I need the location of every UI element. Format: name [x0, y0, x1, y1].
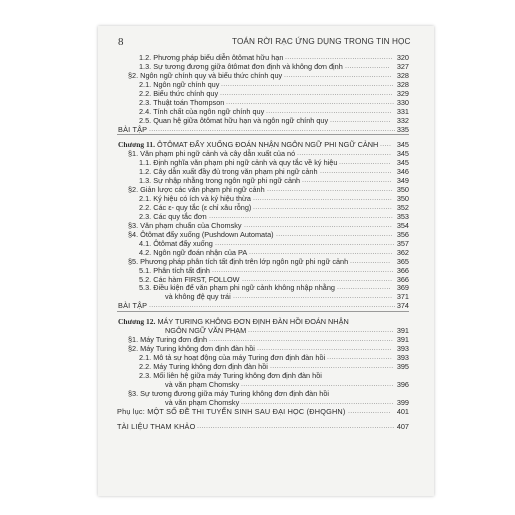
toc-entry — [117, 423, 409, 432]
toc-entry-title: §2. Máy Turing không đơn định đàn hồi — [128, 344, 255, 354]
leader-dots: .................... — [345, 62, 390, 70]
leader-dots: ................................................ — [284, 71, 392, 79]
toc-entry-title: §1. Máy Turing đơn định — [128, 335, 208, 345]
leader-dots: ............................................................................. — [220, 89, 393, 97]
leader-dots: .................................................................................. — [209, 336, 394, 344]
toc-entry-page: 357 — [396, 238, 409, 248]
toc-entry-page: 395 — [396, 361, 409, 371]
toc-entry-page: 320 — [396, 53, 409, 62]
toc-entry-title: 5.2. Các hàm FIRST, FOLLOW — [139, 274, 240, 284]
toc-entry-page: 346 — [396, 167, 409, 177]
toc-entry — [117, 390, 409, 399]
toc-entry-page: 328 — [396, 79, 409, 89]
leader-dots: .................................................................. — [244, 221, 393, 229]
toc-entry-title: 1.1. Định nghĩa văn phạm phi ngữ cảnh và quy tắc về ký hiệu — [139, 158, 338, 168]
toc-entry-page: 366 — [396, 274, 409, 284]
toc-entry-page: 391 — [396, 326, 409, 336]
toc-entry-page: 356 — [396, 229, 409, 239]
leader-dots: ................................................................................ — [215, 239, 395, 247]
toc-entry-page: 349 — [396, 176, 409, 186]
leader-dots: ............................................................ — [257, 345, 392, 353]
leader-dots: .............................................................................................................. — [149, 302, 396, 310]
toc-entry-title: §3. Sự tương đương giữa máy Turing không đơn định đàn hồi — [128, 388, 330, 398]
leader-dots: ................................................................ — [249, 248, 393, 256]
toc-entry-page: 371 — [396, 292, 409, 302]
toc-entry-title: NGÔN NGỮ VĂN PHẠM — [165, 326, 247, 336]
toc-entry-title: 5.1. Phân tích tất định — [139, 265, 210, 275]
toc-entry-title: 2.1. Ký hiệu có ích và ký hiệu thừa — [139, 194, 251, 204]
toc-entry — [117, 372, 409, 381]
toc-entry — [117, 293, 409, 302]
chapter-number: Chương 11. — [118, 140, 155, 150]
toc-entry — [117, 302, 409, 312]
toc-entry-page: 401 — [396, 406, 409, 416]
toc-entry — [117, 126, 409, 136]
toc-entry-page: 365 — [396, 256, 409, 266]
toc-entry-title: và văn phạm Chomsky — [165, 397, 240, 407]
leader-dots: ................................................................... — [242, 275, 393, 283]
toc-entry — [117, 117, 409, 126]
toc-entry-title: và không đệ quy trái — [165, 292, 231, 302]
toc-entry-page: 335 — [396, 124, 409, 134]
toc-entry-page: 393 — [396, 344, 409, 354]
leader-dots: ........................ — [337, 284, 391, 292]
leader-dots: ........................... — [330, 116, 391, 124]
leader-dots: ................................................................................. — [212, 266, 394, 274]
toc-entry-page: 350 — [396, 194, 409, 204]
toc-entry-title: 4.2. Ngôn ngữ đoán nhận của PA — [139, 247, 248, 257]
leader-dots: ........................................................................................ — [197, 422, 395, 430]
toc-entry — [117, 408, 409, 417]
leader-dots: ........................................................ — [266, 107, 392, 115]
leader-dots: .................................................................................. — [209, 212, 394, 220]
page-number: 8 — [118, 36, 124, 48]
leader-dots: ....................................................................... — [233, 293, 393, 301]
leader-dots: ............................................................................. — [221, 80, 394, 88]
toc-entry-title: 2.4. Tính chất của ngôn ngữ chính quy — [139, 106, 265, 116]
toc-entry-page: 352 — [396, 203, 409, 212]
toc-entry-page: 369 — [396, 283, 409, 293]
leader-dots: .............................................................................................................. — [149, 125, 396, 133]
chapter-number: Chương 12. — [118, 317, 156, 327]
toc-entry-title: 2.2. Các ε- quy tắc (ε chỉ xâu rỗng) — [139, 203, 252, 212]
toc-entry-title: 2.5. Quan hệ giữa ôtômat hữu hạn và ngôn ngữ chính quy — [139, 115, 329, 125]
toc-entry-title: 2.2. Máy Turing không đơn định đàn hồi — [139, 361, 268, 371]
table-of-contents — [117, 54, 409, 432]
toc-entry-title: 2.1. Mô tả sự hoạt động của máy Turing đơn định đàn hồi — [139, 353, 326, 362]
toc-entry-title: §5. Phương pháp phân tích tất định trên lớp ngôn ngữ phi ngữ cảnh — [128, 256, 349, 266]
toc-entry-title: 1.3. Sự tương đương giữa ôtômat đơn định và không đơn định — [139, 61, 343, 71]
toc-entry-title: TÀI LIỆU THAM KHẢO — [117, 421, 196, 431]
toc-entry-title: 1.2. Phương pháp biểu diễn ôtômat hữu hạn — [139, 53, 284, 62]
leader-dots: .............................................................. — [253, 195, 393, 203]
leader-dots: .......................................... — [297, 150, 392, 158]
leader-dots: ........................................................ — [267, 186, 393, 194]
toc-entry-page: 391 — [396, 335, 409, 345]
toc-entry-page: 329 — [396, 88, 409, 98]
toc-entry-title: 1.3. Sự nhập nhằng trong ngôn ngữ phi ngữ cảnh — [139, 176, 301, 186]
leader-dots: .................................................................... — [241, 380, 394, 388]
toc-entry-title: 2.3. Các quy tắc đơn — [139, 211, 207, 221]
toc-entry-title: §4. Ôtômat đẩy xuống (Pushdown Automata) — [128, 229, 274, 239]
leader-dots: ........................................................................... — [226, 98, 395, 106]
toc-entry-title: và văn phạm Chomsky — [165, 379, 240, 389]
toc-entry-page: 407 — [396, 421, 409, 431]
toc-entry-page: 393 — [396, 353, 409, 362]
toc-entry — [117, 284, 409, 293]
leader-dots: .................. — [350, 257, 391, 265]
leader-dots: ................................................................. — [248, 327, 394, 335]
toc-entry — [117, 318, 409, 327]
toc-entry-title: 2.3. Mối liên hệ giữa máy Turing không đơn định đàn hồi — [139, 370, 322, 380]
toc-entry-title: BÀI TẬP — [118, 301, 148, 311]
toc-entry-title: 2.2. Biểu thức chính quy — [139, 88, 219, 98]
chapter-title: MÁY TURING KHÔNG ĐƠN ĐỊNH ĐÀN HỒI ĐOÁN NHẬN — [157, 317, 349, 327]
leader-dots: ..... — [380, 141, 392, 149]
toc-entry-page: 350 — [396, 185, 409, 195]
leader-dots: ....................... — [339, 159, 391, 167]
toc-entry-page: 330 — [396, 97, 409, 107]
leader-dots: ............................. — [327, 354, 393, 361]
toc-entry-page: 399 — [396, 397, 409, 407]
toc-entry-page: 345 — [396, 149, 409, 159]
toc-entry-title: 4.1. Ôtômat đẩy xuống — [139, 238, 213, 248]
leader-dots: ................... — [348, 407, 391, 415]
toc-entry-page: 396 — [396, 379, 409, 389]
leader-dots: .................................................................... — [241, 398, 394, 406]
leader-dots: ....................................................... — [270, 362, 394, 370]
toc-entry-page: 327 — [396, 61, 409, 71]
toc-entry-title: §1. Văn phạm phi ngữ cảnh và cây dẫn xuất của nó — [128, 149, 296, 159]
running-header: TOÁN RỜI RẠC ỨNG DỤNG TRONG TIN HỌC — [232, 37, 411, 46]
leader-dots: .................................................... — [276, 230, 393, 238]
toc-entry-title: 2.1. Ngôn ngữ chính quy — [139, 79, 220, 89]
toc-entry-page: 332 — [396, 115, 409, 125]
chapter-title: ÔTÔMAT ĐẨY XUỐNG ĐOÁN NHẬN NGÔN NGỮ PHI NGỮ CẢNH — [157, 140, 379, 150]
toc-entry-title: Phụ lục: MỘT SỐ ĐỀ THI TUYỂN SINH SAU ĐẠI HỌC (ĐHQGHN) — [117, 406, 346, 416]
toc-entry-title: §3. Văn phạm chuẩn của Chomsky — [128, 220, 242, 230]
toc-entry-page: 345 — [396, 140, 409, 150]
toc-entry-title: §2. Ngôn ngữ chính quy và biểu thức chính quy — [128, 70, 283, 80]
toc-entry-page: 374 — [396, 301, 409, 311]
leader-dots: ................................................ — [285, 54, 393, 61]
toc-entry-page: 331 — [396, 106, 409, 116]
toc-entry-title: 5.3. Điều kiện để văn phạm phi ngữ cảnh không nhập nhằng — [139, 283, 335, 293]
toc-entry-page: 366 — [396, 265, 409, 275]
toc-entry-page: 362 — [396, 247, 409, 257]
toc-entry-title: §2. Giản lược các văn phạm phi ngữ cảnh — [128, 185, 265, 195]
toc-entry-title: 1.2. Cây dẫn xuất đầy đủ trong văn phạm phi ngữ cảnh — [139, 167, 318, 177]
toc-entry-page: 354 — [396, 220, 409, 230]
leader-dots: ................................ — [320, 168, 392, 176]
toc-entry-page: 353 — [396, 211, 409, 221]
toc-entry-title: 2.3. Thuật toán Thompson — [139, 97, 225, 107]
leader-dots: ........................................ — [302, 177, 392, 185]
toc-entry-title: BÀI TẬP — [118, 124, 148, 134]
toc-entry-page: 328 — [396, 70, 409, 80]
toc-entry-page: 345 — [396, 158, 409, 168]
leader-dots: .............................................................. — [253, 204, 393, 211]
